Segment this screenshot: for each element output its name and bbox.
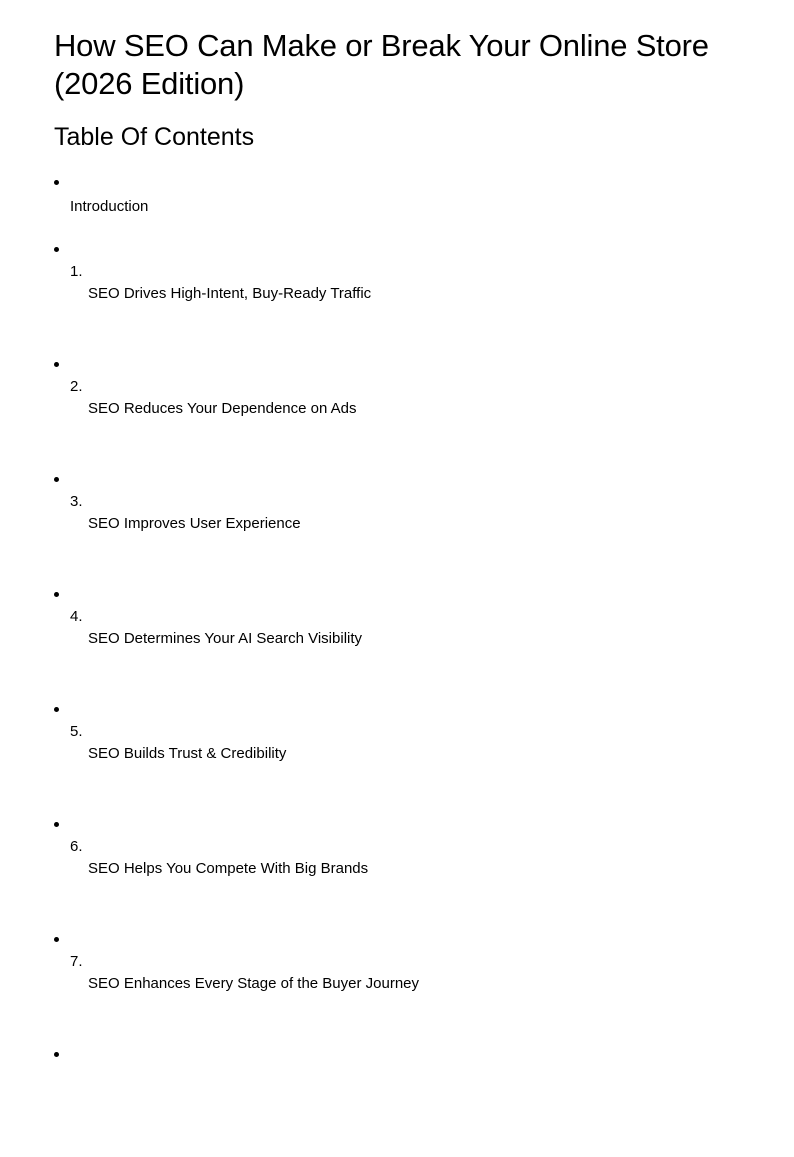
toc-item-number: 7. <box>70 953 83 970</box>
bullet-icon <box>54 362 59 367</box>
toc-item-6[interactable] <box>54 812 754 927</box>
toc-link[interactable]: SEO Drives High-Intent, Buy-Ready Traffic <box>88 285 372 302</box>
toc-item-7[interactable] <box>54 927 754 1042</box>
toc-item-number: 5. <box>70 723 83 740</box>
table-of-contents <box>54 170 754 1157</box>
bullet-icon <box>54 247 59 252</box>
toc-item-2[interactable] <box>54 352 754 467</box>
toc-item-5[interactable] <box>54 697 754 812</box>
toc-heading: Table Of Contents <box>54 123 255 151</box>
page-title: How SEO Can Make or Break Your Online Store (2026 Edition) <box>54 28 709 101</box>
toc-item-3[interactable] <box>54 467 754 582</box>
bullet-icon <box>54 822 59 827</box>
toc-item-number: 2. <box>70 378 83 395</box>
toc-item-number: 4. <box>70 608 83 625</box>
toc-item-1[interactable] <box>54 237 754 352</box>
toc-item-number: 3. <box>70 493 83 510</box>
bullet-icon <box>54 1052 59 1057</box>
bullet-icon <box>54 937 59 942</box>
toc-item-4[interactable] <box>54 582 754 697</box>
toc-item-number: 1. <box>70 263 83 280</box>
toc-link[interactable]: SEO Improves User Experience <box>88 515 301 532</box>
toc-link[interactable]: SEO Determines Your AI Search Visibility <box>88 630 363 647</box>
toc-item-8[interactable] <box>54 1042 754 1157</box>
toc-item-introduction[interactable] <box>54 170 754 237</box>
toc-link[interactable]: SEO Reduces Your Dependence on Ads <box>88 400 357 417</box>
toc-link-introduction[interactable]: Introduction <box>70 198 149 215</box>
bullet-icon <box>54 707 59 712</box>
toc-item-number: 6. <box>70 838 83 855</box>
bullet-icon <box>54 180 59 185</box>
toc-link[interactable]: SEO Helps You Compete With Big Brands <box>88 860 369 877</box>
document-page <box>54 0 754 153</box>
bullet-icon <box>54 592 59 597</box>
toc-link[interactable]: SEO Enhances Every Stage of the Buyer Journey <box>88 975 420 992</box>
toc-link[interactable]: SEO Builds Trust & Credibility <box>88 745 287 762</box>
bullet-icon <box>54 477 59 482</box>
